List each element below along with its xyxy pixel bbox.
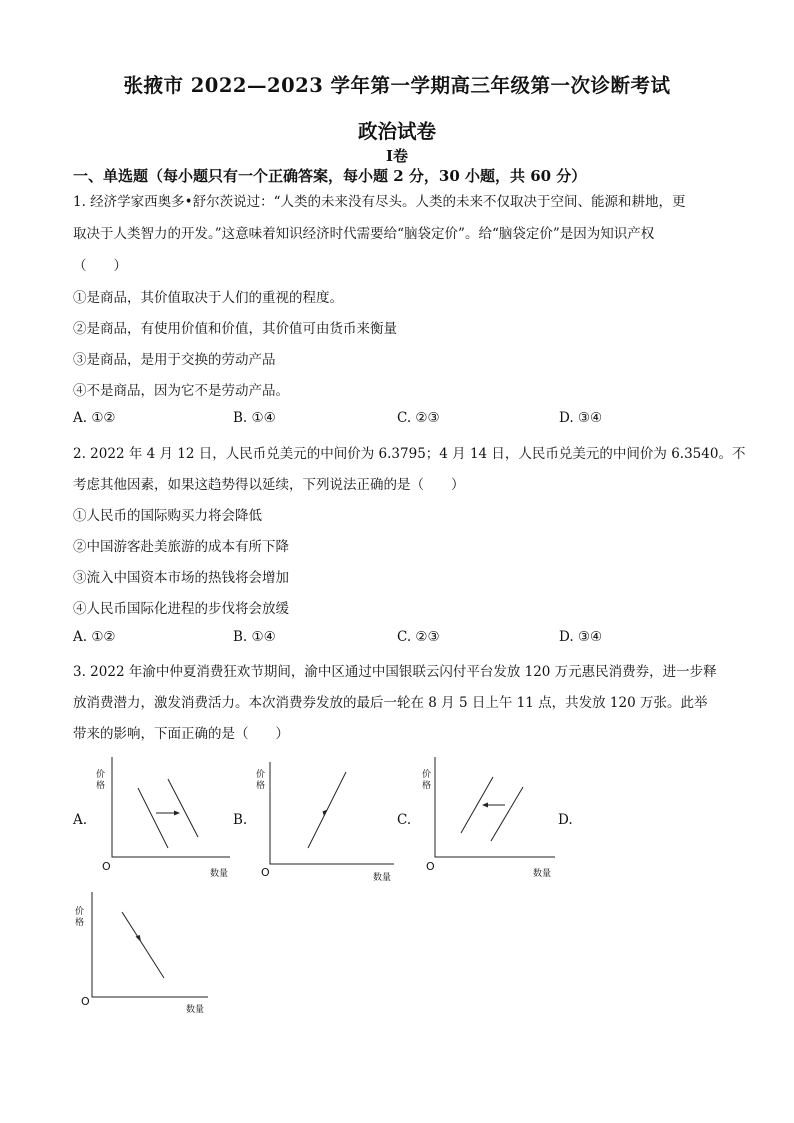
graph-d	[80, 890, 215, 1005]
q1-statement-2: ②是商品，有使用价值和价值，其价值可由货币来衡量	[73, 321, 397, 337]
q2-option-b[interactable]: B. ①④	[233, 629, 276, 645]
graph-c-y-label: 价格	[422, 770, 432, 791]
q2-statement-2: ②中国游客赴美旅游的成本有所下降	[73, 539, 289, 555]
q2-stem-line2: 考虑其他因素，如果这趋势得以延续，下列说法正确的是（ ）	[73, 477, 465, 493]
q1-option-c[interactable]: C. ②③	[397, 410, 440, 426]
exam-title: 张掖市 2022—2023 学年第一学期高三年级第一次诊断考试	[123, 74, 671, 97]
q3-stem-line1: 3. 2022 年渝中仲夏消费狂欢节期间，渝中区通过中国银联云闪付平台发放 120 万元惠民消费券，进一步释	[73, 664, 717, 680]
graph-a-arrowhead	[174, 811, 180, 816]
graph-d-axes	[92, 892, 208, 997]
graph-a-origin: O	[102, 860, 111, 873]
graph-b-origin: O	[261, 866, 270, 879]
q2-statement-3: ③流入中国资本市场的热钱将会增加	[73, 570, 289, 586]
q1-statement-3: ③是商品，是用于交换的劳动产品	[73, 352, 276, 368]
q1-statement-1: ①是商品，其价值取决于人们的重视的程度。	[73, 290, 343, 306]
q1-option-a[interactable]: A. ①②	[73, 410, 116, 426]
graph-d-y-label: 价格	[75, 907, 85, 928]
graph-a	[100, 755, 235, 865]
q3-stem-line2: 放消费潜力，激发消费活力。本次消费券发放的最后一轮在 8 月 5 日上午 11 点，共发放 120 万张。此举	[73, 695, 708, 711]
graph-b-y-label: 价格	[256, 770, 266, 791]
q1-stem-line2: 取决于人类智力的开发。”这意味着知识经济时代需要给“脑袋定价”。给“脑袋定价”是因为知识产权	[73, 226, 655, 242]
q2-statement-4: ④人民币国际化进程的步伐将会放缓	[73, 601, 289, 617]
graph-a-y-label: 价格	[96, 770, 106, 791]
graph-label-b[interactable]: B.	[233, 812, 248, 828]
graph-c-curve-2	[491, 787, 523, 841]
graph-a-axes	[112, 757, 230, 857]
q2-statement-1: ①人民币的国际购买力将会降低	[73, 508, 262, 524]
graph-c-x-label: 数量	[533, 869, 552, 879]
q2-stem-line1: 2. 2022 年 4 月 12 日，人民币兑美元的中间价为 6.3795；4 月 14 日，人民币兑美元的中间价为 6.3540。不	[73, 446, 746, 462]
graph-b-x-label: 数量	[373, 873, 392, 883]
graph-b-axes	[270, 762, 394, 864]
q1-stem-line3: （ ）	[73, 258, 127, 274]
q1-stem-line1: 1. 经济学家西奥多•舒尔茨说过：“人类的未来没有尽头。人类的未来不仅取决于空间、能源和耕地，更	[73, 194, 686, 210]
graph-label-d[interactable]: D.	[558, 812, 573, 828]
graph-a-curve-2	[168, 779, 198, 837]
graph-d-curve	[122, 912, 164, 978]
graph-a-x-label: 数量	[210, 869, 229, 879]
graph-d-arrowhead	[136, 935, 142, 942]
q2-option-a[interactable]: A. ①②	[73, 629, 116, 645]
graph-label-c[interactable]: C.	[397, 812, 412, 828]
graph-c-axes	[435, 757, 555, 857]
q1-option-b[interactable]: B. ①④	[233, 410, 276, 426]
graph-c-origin: O	[426, 860, 435, 873]
q1-statement-4: ④不是商品，因为它不是劳动产品。	[73, 383, 289, 399]
section-heading: 一、单选题（每小题只有一个正确答案，每小题 2 分，30 小题，共 60 分）	[73, 167, 587, 185]
q2-option-d[interactable]: D. ③④	[559, 629, 603, 645]
graph-c	[423, 755, 563, 865]
graph-d-origin: O	[81, 995, 90, 1008]
q3-stem-line3: 带来的影响，下面正确的是（ ）	[73, 726, 289, 742]
volume-label: Ⅰ卷	[385, 147, 409, 165]
graph-label-a[interactable]: A.	[73, 812, 88, 828]
graph-c-arrowhead	[482, 803, 488, 808]
q1-option-d[interactable]: D. ③④	[559, 410, 603, 426]
exam-subtitle: 政治试卷	[357, 120, 436, 143]
graph-b	[258, 760, 398, 870]
q2-option-c[interactable]: C. ②③	[397, 629, 440, 645]
graph-a-curve-1	[138, 788, 168, 848]
graph-d-x-label: 数量	[186, 1005, 205, 1015]
